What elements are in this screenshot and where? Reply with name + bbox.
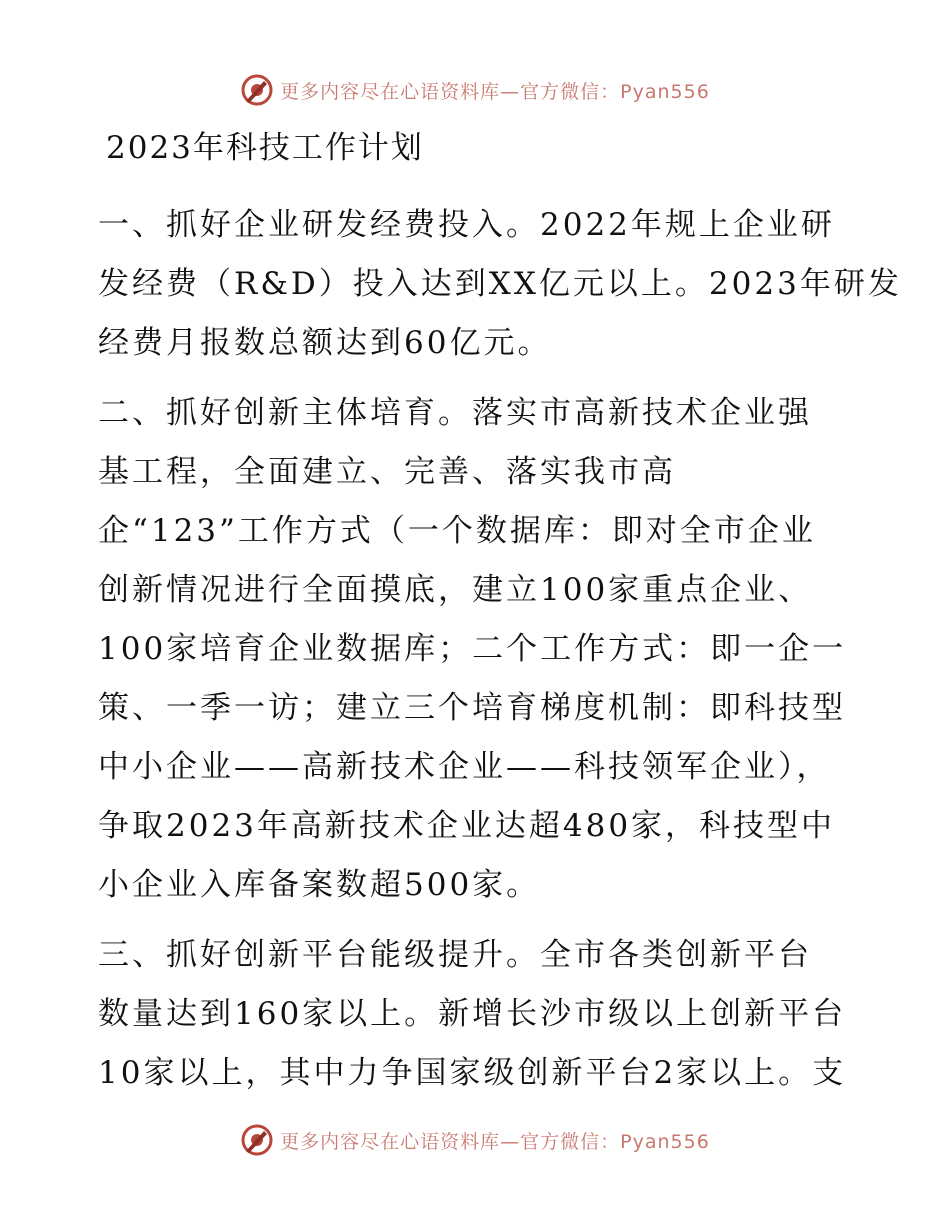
text-line: 一、抓好企业研发经费投入。2022年规上企业研 <box>98 207 835 243</box>
text-line: 二、抓好创新主体培育。落实市高新技术企业强 <box>98 395 812 431</box>
paragraph-1 <box>98 196 902 373</box>
pen-logo-icon <box>240 1123 274 1157</box>
text-line: 争取2023年高新技术企业达超480家，科技型中 <box>98 808 836 844</box>
text-line: 基工程，全面建立、完善、落实我市高 <box>98 454 676 490</box>
text-line: 经费月报数总额达到60亿元。 <box>98 325 552 361</box>
text-line: 100家培育企业数据库；二个工作方式：即一企一 <box>98 631 847 667</box>
watermark-text: 更多内容尽在心语资料库—官方微信：Pyan556 <box>280 80 710 103</box>
text-line: 发经费（R&D）投入达到XX亿元以上。2023年研发 <box>98 266 902 302</box>
text-line: 创新情况进行全面摸底，建立100家重点企业、 <box>98 572 813 608</box>
paragraph-3 <box>98 926 868 1103</box>
text-line: 中小企业——高新技术企业——科技领军企业）， <box>98 749 831 785</box>
watermark-header <box>0 70 950 110</box>
text-line: 企“123”工作方式（一个数据库：即对全市企业 <box>98 513 816 549</box>
document-title: 2023年科技工作计划 <box>106 130 424 166</box>
paragraph-2 <box>98 384 868 915</box>
watermark-footer <box>0 1120 950 1160</box>
watermark-text: 更多内容尽在心语资料库—官方微信：Pyan556 <box>280 1130 710 1153</box>
text-line: 策、一季一访；建立三个培育梯度机制：即科技型 <box>98 690 846 726</box>
text-line: 数量达到160家以上。新增长沙市级以上创新平台 <box>98 996 847 1032</box>
text-line: 10家以上，其中力争国家级创新平台2家以上。支 <box>98 1055 847 1091</box>
text-line: 小企业入库备案数超500家。 <box>98 867 541 903</box>
text-line: 三、抓好创新平台能级提升。全市各类创新平台 <box>98 937 812 973</box>
pen-logo-icon <box>240 73 274 107</box>
